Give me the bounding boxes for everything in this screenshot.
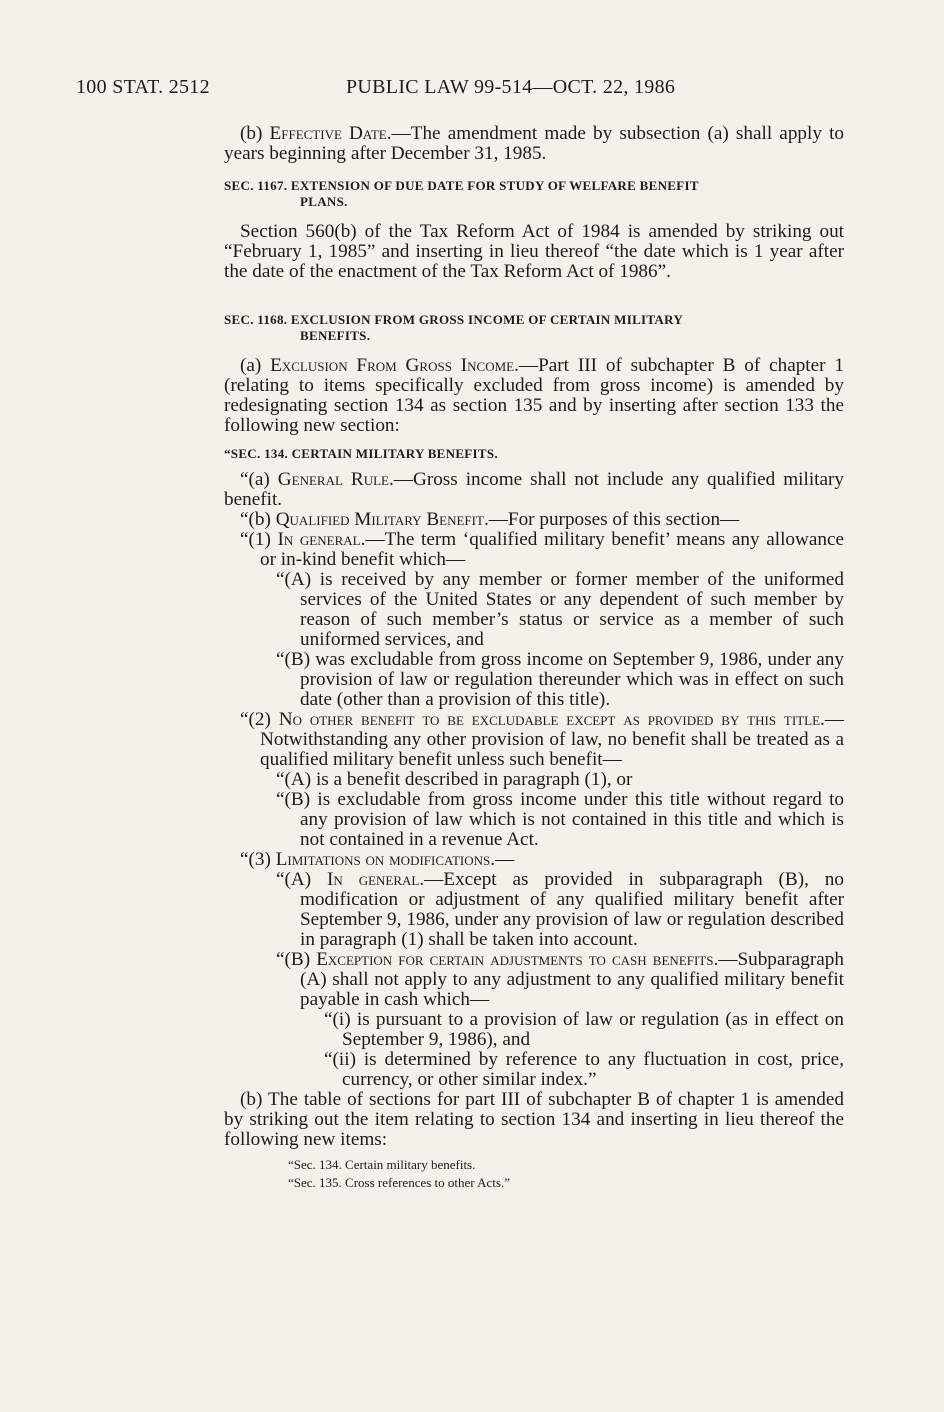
- section-1168-heading: [224, 312, 844, 344]
- paragraph-2A: “(A) is a benefit described in paragraph (1), or: [276, 769, 633, 790]
- section-1168-title-cont: BENEFITS.: [300, 328, 371, 343]
- section-1168-title: SEC. 1168. EXCLUSION FROM GROSS INCOME OF CERTAIN MILITARY: [224, 312, 684, 327]
- exclusion-text: .—Part III of subchapter B of chapter 1 (relating to items specifically excluded from gross income) is amended by redesignating section 134 as section 135 and by inserting after section 133 the following new section:: [224, 355, 844, 436]
- section-134-title: “SEC. 134. CERTAIN MILITARY BENEFITS.: [224, 446, 498, 461]
- no-other-benefit-heading: No other benefit to be excludable except as provided by this title: [278, 709, 821, 730]
- section-1167-title-cont: PLANS.: [300, 194, 348, 209]
- paragraph-2B: “(B) is excludable from gross income under this title without regard to any provision of law which is not contained in this title and which is not contained in a revenue Act.: [276, 789, 844, 850]
- section-134-heading: [224, 446, 844, 462]
- toc-item-135: “Sec. 135. Cross references to other Acts.”: [288, 1175, 511, 1190]
- table-of-sections-items: [224, 1156, 844, 1192]
- limitations-text: .—: [490, 849, 515, 870]
- public-law-citation: PUBLIC LAW 99-514—OCT. 22, 1986: [346, 76, 676, 98]
- general-rule-text: .—Gross income shall not include any qualified military benefit.: [224, 469, 844, 510]
- limitations-general-text: .—Except as provided in subparagraph (B), no modification or adjustment of any qualified military benefit after September 9, 1986, under any provision of law or regulation described in paragraph (1) shall be taken into account.: [300, 869, 844, 950]
- statute-citation: 100 STAT. 2512: [76, 76, 210, 98]
- toc-item-134: “Sec. 134. Certain military benefits.: [288, 1157, 476, 1172]
- section-1167-text: Section 560(b) of the Tax Reform Act of 1984 is amended by striking out “February 1, 1985” and inserting in lieu thereof “the date which is 1 year after the date of the enactment of the Tax Reform Act of 1986”.: [224, 221, 844, 282]
- exclusion-paragraph: (a) Exclusion From Gross Income.—Part III of subchapter B of chapter 1 (relating to items specifically excluded from gross income) is amended by redesignating section 134 as section 135 and by inserting after section 133 the following new section:: [224, 355, 844, 436]
- clause-ii: “(ii) is determined by reference to any fluctuation in cost, price, currency, or other similar index.”: [324, 1049, 844, 1090]
- exception-heading: Exception for certain adjustments to cash benefits: [316, 949, 714, 970]
- limitations-heading: Limitations on modifications: [275, 849, 491, 870]
- qualified-benefit-heading: Qualified Military Benefit: [275, 509, 484, 530]
- section-1167-heading: [224, 178, 844, 210]
- paragraph-1B: “(B) was excludable from gross income on September 9, 1986, under any provision of law or regulation thereunder which was in effect on such date (other than a provision of this title).: [276, 649, 844, 710]
- effective-date-paragraph: (b) Effective Date.—The amendment made by subsection (a) shall apply to years beginning after December 31, 1985.: [224, 123, 845, 164]
- in-general-text: .—The term ‘qualified military benefit’ means any allowance or in-kind benefit which—: [260, 529, 844, 570]
- in-general-heading: In general: [277, 529, 361, 550]
- no-other-benefit-text: .—Notwithstanding any other provision of law, no benefit shall be treated as a qualified military benefit unless such benefit—: [260, 709, 845, 770]
- section-134-body: “(a) General Rule.—Gross income shall not include any qualified military benefit. “(b) Qualified Military Benefit.—For purposes of this section— “(1) In general.—The term ‘qualified military benefit’ means any allowance or in-kind benefit which— “(A) is received by any member or former member of the uniformed services of the United States or any dependent of such member by reason of such member’s status or service as a member of such uniformed services, and “(B) was excludable from gross income on September 9, 1986, under any provision of law or regulation thereunder which was in effect on such date (other than a provision of this title). “(2) No other benefit to be excludable except as provided by this title.—Notwithstanding any other provision of law, no benefit shall be treated as a qualified military benefit unless such benefit— “(A) is a benefit described in paragraph (1), or “(B) is excludable from gross income under this title without regard to any provision of law which is not contained in this title and which is not contained in a revenue Act. “(3) Limitations on modifications.— “(A) In general.—Except as provided in subparagraph (B), no modification or adjustment of any qualified military benefit after September 9, 1986, under any provision of law or regulation described in paragraph (1) shall be taken into account. “(B) Exception for certain adjustments to cash benefits.—Subparagraph (A) shall not apply to any adjustment to any qualified military benefit payable in cash which— “(i) is pursuant to a provision of law or regulation (as in effect on September 9, 1986), and “(ii) is determined by reference to any fluctuation in cost, price, currency, or other similar index.” (b) The table of sections for part III of subchapter B of chapter 1 is amended by striking out the item relating to section 134 and inserting in lieu thereof the following new items: “Sec. 134. Certain military benefits. “Sec. 135. Cross references to other Acts.”: [224, 469, 845, 1190]
- exclusion-heading: Exclusion From Gross Income: [270, 355, 515, 376]
- general-rule-heading: General Rule: [277, 469, 389, 490]
- paragraph-1A: “(A) is received by any member or former member of the uniformed services of the United States or any dependent of such member by reason of such member’s status or service as a member of such uniformed services, and: [276, 569, 844, 650]
- page-header: [76, 76, 876, 106]
- clause-i: “(i) is pursuant to a provision of law or regulation (as in effect on September 9, 1986), and: [324, 1009, 844, 1050]
- qualified-benefit-text: .—For purposes of this section—: [483, 509, 740, 530]
- effective-date-text: .—The amendment made by subsection (a) shall apply to years beginning after December 31, 1985.: [224, 123, 845, 164]
- exception-text: .—Subparagraph (A) shall not apply to any adjustment to any qualified military benefit payable in cash which—: [300, 949, 844, 1010]
- effective-date-heading: Effective Date: [269, 123, 387, 144]
- table-of-sections-paragraph: (b) The table of sections for part III of subchapter B of chapter 1 is amended by striking out the item relating to section 134 and inserting in lieu thereof the following new items:: [224, 1089, 844, 1150]
- limitations-general-heading: In general: [327, 869, 420, 890]
- section-1167-title: SEC. 1167. EXTENSION OF DUE DATE FOR STUDY OF WELFARE BENEFIT: [224, 178, 699, 193]
- section-1167-paragraph: [224, 222, 844, 282]
